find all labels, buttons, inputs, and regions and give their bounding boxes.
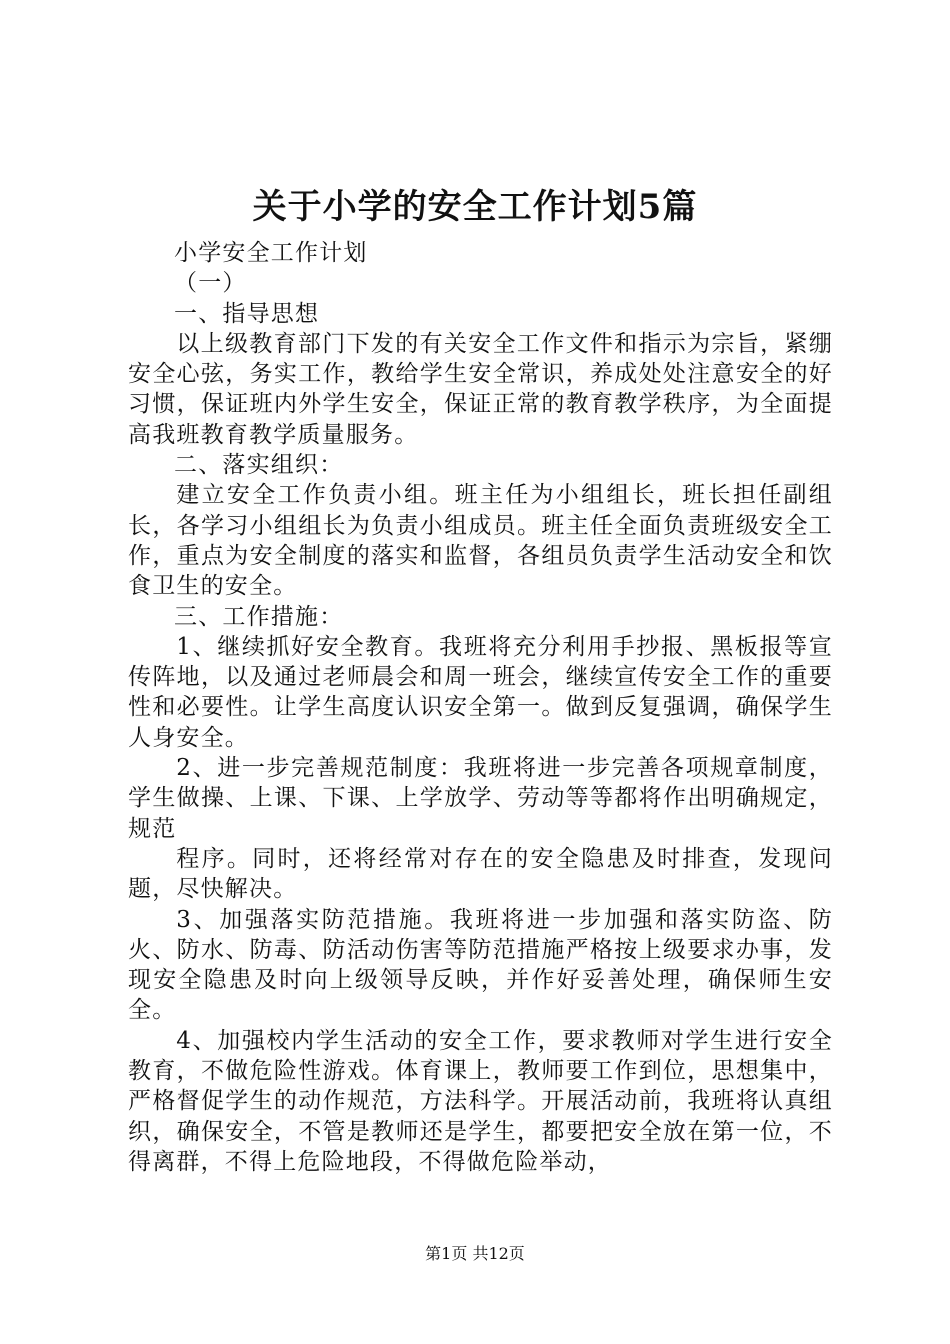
document-body [128,238,833,1177]
body-paragraph: 3、加强落实防范措施。我班将进一步加强和落实防盗、防火、防水、防毒、防活动伤害等防范措施严格按上级要求办事，发现安全隐患及时向上级领导反映，并作好妥善处理，确保师生安全。 [128,906,833,1024]
body-paragraph: 2、进一步完善规范制度：我班将进一步完善各项规章制度，学生做操、上课、下课、上学放学、劳动等等都将作出明确规定，规范 [128,755,833,842]
document-title: 关于小学的安全工作计划5篇 [252,187,698,227]
body-paragraph: 程序。同时，还将经常对存在的安全隐患及时排查，发现问题，尽快解决。 [128,845,833,903]
page-number: 第1页 共12页 [425,1244,525,1263]
section-heading: 三、工作措施： [174,603,344,630]
body-paragraph: 以上级教育部门下发的有关安全工作文件和指示为宗旨，紧绷安全心弦，务实工作，教给学生安全常识，养成处处注意安全的好习惯，保证班内外学生安全，保证正常的教育教学秩序，为全面提高我班教育教学质量服务。 [128,330,833,448]
section-heading: 一、指导思想 [174,300,320,327]
section-number: （一） [174,270,247,297]
body-paragraph: 1、继续抓好安全教育。我班将充分利用手抄报、黑板报等宣传阵地，以及通过老师晨会和周一班会，继续宣传安全工作的重要性和必要性。让学生高度认识安全第一。做到反复强调，确保学生人身安全。 [128,633,833,751]
section-heading: 小学安全工作计划 [174,240,368,266]
body-paragraph: 4、加强校内学生活动的安全工作，要求教师对学生进行安全教育，不做危险性游戏。体育课上，教师要工作到位，思想集中，严格督促学生的动作规范，方法科学。开展活动前，我班将认真组织，确保安全，不管是教师还是学生，都要把安全放在第一位，不得离群，不得上危险地段，不得做危险举动， [128,1027,833,1175]
body-paragraph: 建立安全工作负责小组。班主任为小组组长，班长担任副组长，各学习小组组长为负责小组成员。班主任全面负责班级安全工作，重点为安全制度的落实和监督，各组员负责学生活动安全和饮食卫生的安全。 [128,482,833,600]
section-heading: 二、落实组织： [174,452,344,479]
